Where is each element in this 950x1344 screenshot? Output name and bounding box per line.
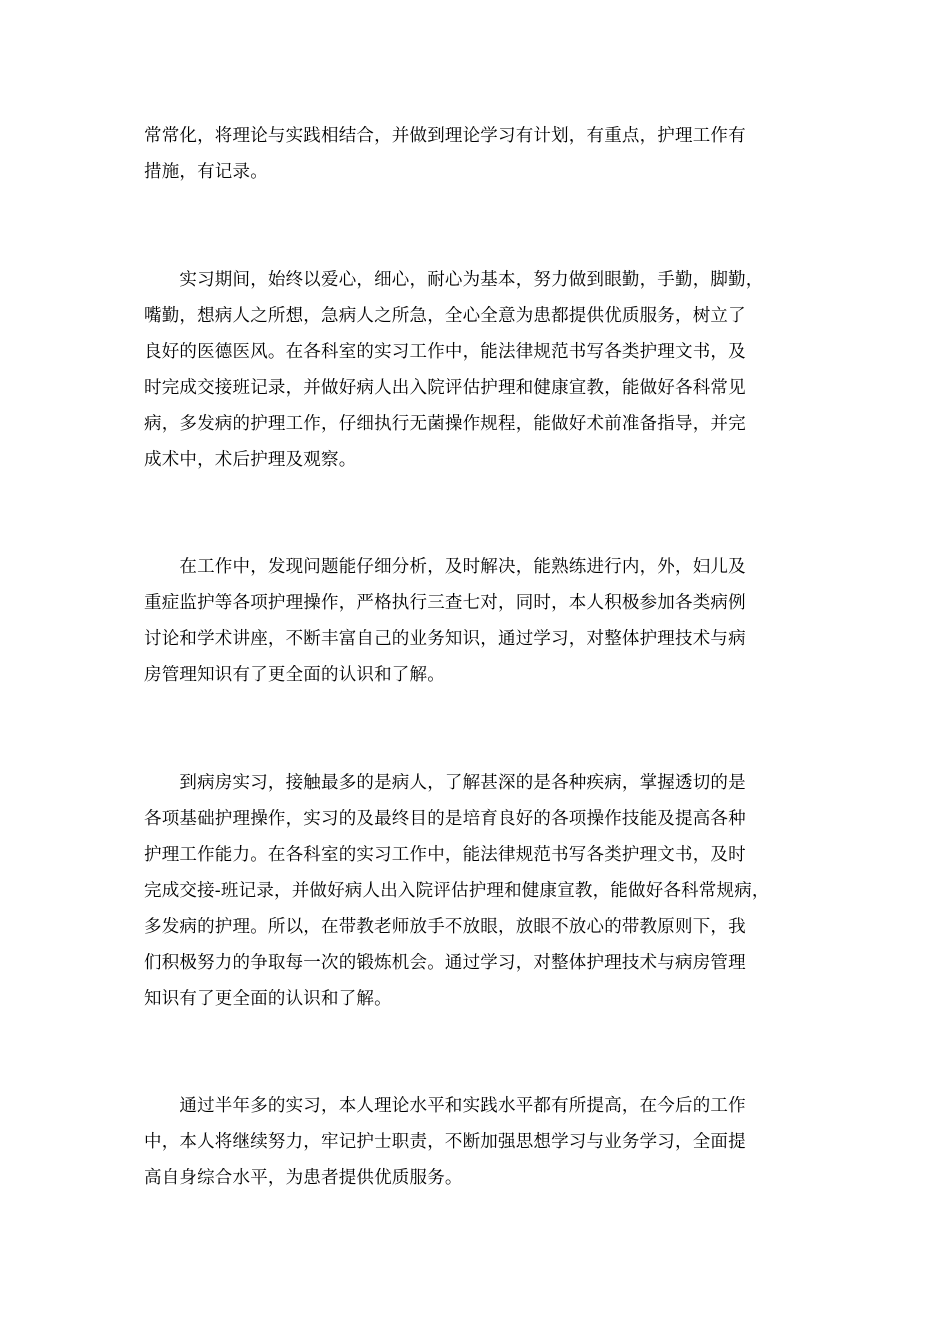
text-line: 房管理知识有了更全面的认识和了解。 bbox=[144, 665, 445, 685]
text-line: 知识有了更全面的认识和了解。 bbox=[144, 989, 392, 1009]
text-line: 中，本人将继续努力，牢记护士职责，不断加强思想学习与业务学习，全面提 bbox=[144, 1132, 746, 1152]
text-line: 病，多发病的护理工作，仔细执行无菌操作规程，能做好术前准备指导，并完 bbox=[144, 414, 746, 434]
paragraph-4 bbox=[144, 765, 824, 1017]
text-line: 多发病的护理。所以，在带教老师放手不放眼，放眼不放心的带教原则下，我 bbox=[144, 917, 746, 937]
text-line: 完成交接-班记录，并做好病人出入院评估护理和健康宣教，能做好各科常规病， bbox=[144, 881, 770, 901]
paragraph-5 bbox=[144, 1088, 824, 1196]
text-line: 良好的医德医风。在各科室的实习工作中，能法律规范书写各类护理文书，及 bbox=[144, 342, 746, 362]
text-line: 们积极努力的争取每一次的锻炼机会。通过学习，对整体护理技术与病房管理 bbox=[144, 953, 746, 973]
text-line: 讨论和学术讲座，不断丰富自己的业务知识，通过学习，对整体护理技术与病 bbox=[144, 629, 746, 649]
text-line: 措施，有记录。 bbox=[144, 162, 268, 182]
paragraph-3 bbox=[144, 549, 824, 693]
text-line: 护理工作能力。在各科室的实习工作中，能法律规范书写各类护理文书，及时 bbox=[144, 845, 746, 865]
text-line: 实习期间，始终以爱心，细心，耐心为基本，努力做到眼勤，手勤，脚勤， bbox=[144, 270, 764, 290]
paragraph-1 bbox=[144, 118, 824, 190]
text-line: 到病房实习，接触最多的是病人，了解甚深的是各种疾病，掌握透切的是 bbox=[144, 773, 746, 793]
text-line: 时完成交接班记录，并做好病人出入院评估护理和健康宣教，能做好各科常见 bbox=[144, 378, 746, 398]
text-line: 嘴勤，想病人之所想，急病人之所急，全心全意为患都提供优质服务，树立了 bbox=[144, 306, 746, 326]
text-line: 常常化，将理论与实践相结合，并做到理论学习有计划，有重点，护理工作有 bbox=[144, 126, 746, 146]
text-line: 通过半年多的实习，本人理论水平和实践水平都有所提高，在今后的工作 bbox=[144, 1096, 746, 1116]
paragraph-2 bbox=[144, 262, 824, 478]
text-line: 重症监护等各项护理操作，严格执行三查七对，同时，本人积极参加各类病例 bbox=[144, 593, 746, 613]
text-line: 在工作中，发现问题能仔细分析，及时解决，能熟练进行内，外，妇儿及 bbox=[144, 557, 746, 577]
text-line: 成术中，术后护理及观察。 bbox=[144, 450, 357, 470]
text-line: 各项基础护理操作，实习的及最终目的是培育良好的各项操作技能及提高各种 bbox=[144, 809, 746, 829]
text-line: 高自身综合水平，为患者提供优质服务。 bbox=[144, 1168, 463, 1188]
